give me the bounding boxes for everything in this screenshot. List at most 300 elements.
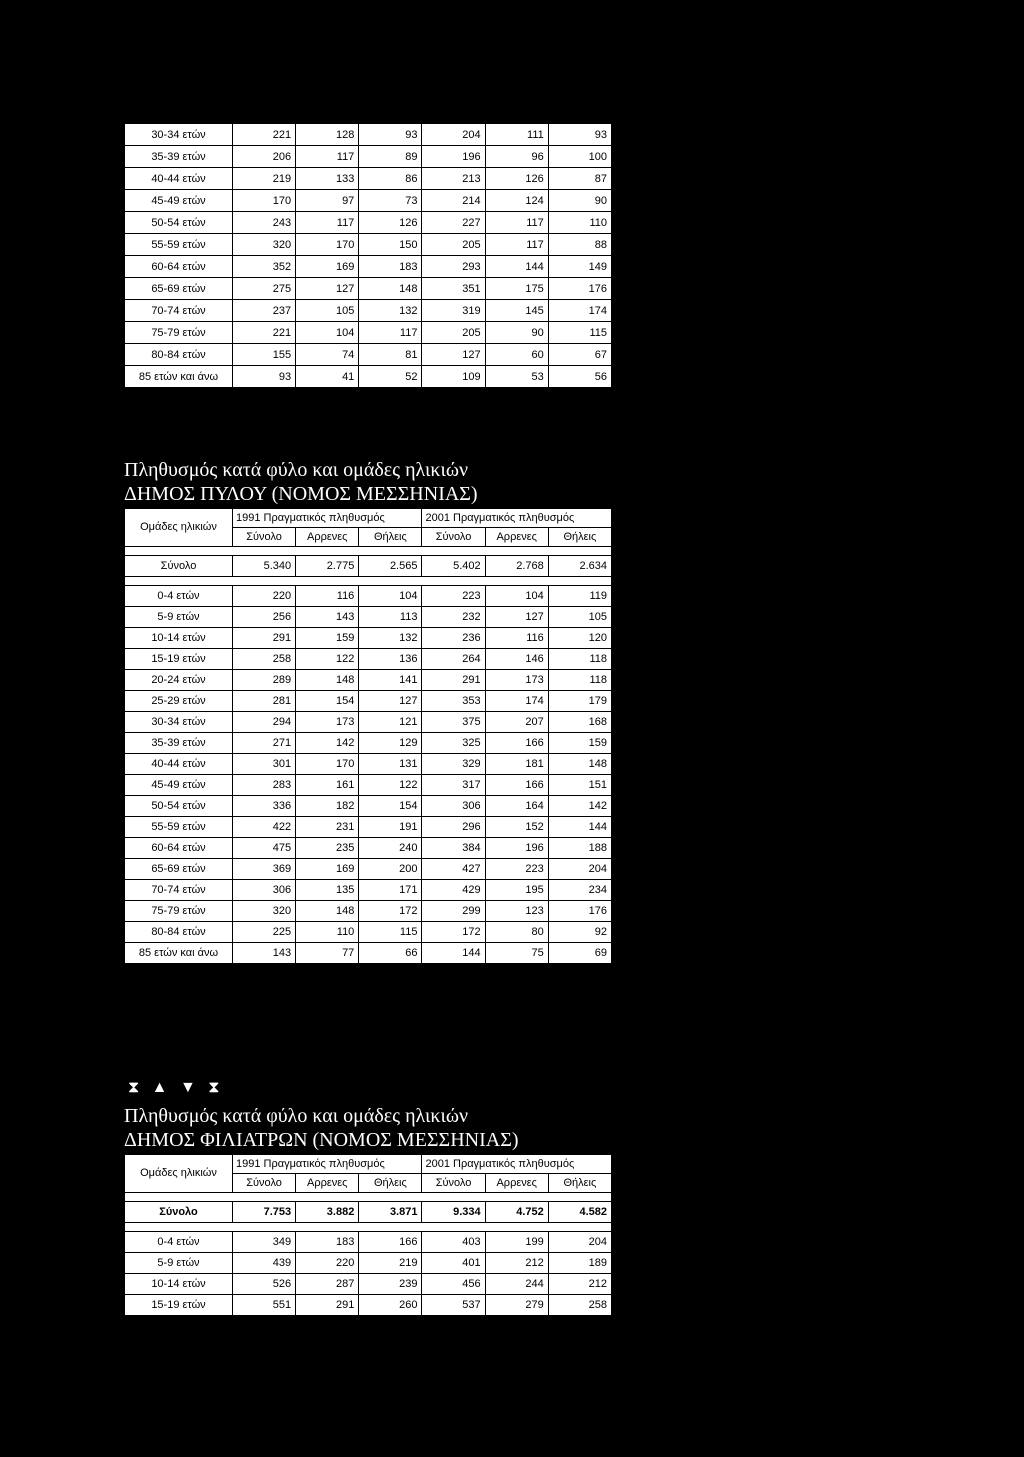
- sub-header: Σύνολο: [233, 528, 296, 547]
- age-group-cell: 50-54 ετών: [125, 796, 233, 817]
- female-2001-cell: 151: [548, 775, 611, 796]
- total-2001-cell: 5.402: [422, 556, 485, 577]
- female-2001-cell: 69: [548, 943, 611, 964]
- table-row: [125, 691, 612, 712]
- total-2001-cell: 236: [422, 628, 485, 649]
- total-2001-cell: 351: [422, 278, 485, 300]
- female-2001-cell: 67: [548, 344, 611, 366]
- title-line-1: Πληθυσμός κατά φύλο και ομάδες ηλικιών: [124, 1105, 469, 1127]
- table-row: [125, 733, 612, 754]
- male-2001-cell: 145: [485, 300, 548, 322]
- total-1991-cell: 294: [233, 712, 296, 733]
- female-1991-cell: 66: [359, 943, 422, 964]
- male-1991-cell: 169: [296, 256, 359, 278]
- age-group-cell: 85 ετών και άνω: [125, 366, 233, 388]
- age-group-cell: 40-44 ετών: [125, 754, 233, 775]
- female-2001-cell: 212: [548, 1274, 611, 1295]
- male-1991-cell: 161: [296, 775, 359, 796]
- male-1991-cell: 235: [296, 838, 359, 859]
- total-2001-cell: 213: [422, 168, 485, 190]
- male-2001-cell: 53: [485, 366, 548, 388]
- table-row: [125, 586, 612, 607]
- age-group-cell: 30-34 ετών: [125, 712, 233, 733]
- female-1991-cell: 129: [359, 733, 422, 754]
- spacer-row: [125, 547, 612, 556]
- table-row: [125, 1274, 612, 1295]
- male-1991-cell: 133: [296, 168, 359, 190]
- sub-header: Θήλεις: [548, 1174, 611, 1193]
- total-1991-cell: 221: [233, 124, 296, 146]
- age-group-header: Ομάδες ηλικιών: [125, 509, 233, 547]
- total-1991-cell: 256: [233, 607, 296, 628]
- male-2001-cell: 166: [485, 733, 548, 754]
- age-group-cell: 70-74 ετών: [125, 880, 233, 901]
- total-1991-cell: 155: [233, 344, 296, 366]
- table-row: [125, 212, 612, 234]
- total-1991-cell: 219: [233, 168, 296, 190]
- sub-header: Σύνολο: [422, 1174, 485, 1193]
- table-row: [125, 300, 612, 322]
- female-1991-cell: 52: [359, 366, 422, 388]
- female-2001-cell: 87: [548, 168, 611, 190]
- male-1991-cell: 2.775: [296, 556, 359, 577]
- total-1991-cell: 320: [233, 901, 296, 922]
- female-2001-cell: 204: [548, 859, 611, 880]
- table-continuation: [124, 123, 612, 388]
- male-2001-cell: 181: [485, 754, 548, 775]
- male-2001-cell: 127: [485, 607, 548, 628]
- table-row: [125, 670, 612, 691]
- female-2001-cell: 105: [548, 607, 611, 628]
- sub-header: Θήλεις: [359, 528, 422, 547]
- table-row: [125, 344, 612, 366]
- total-1991-cell: 258: [233, 649, 296, 670]
- age-group-cell: 75-79 ετών: [125, 901, 233, 922]
- male-1991-cell: 231: [296, 817, 359, 838]
- total-2001-cell: 205: [422, 234, 485, 256]
- male-2001-cell: 244: [485, 1274, 548, 1295]
- age-group-cell: 40-44 ετών: [125, 168, 233, 190]
- female-2001-cell: 234: [548, 880, 611, 901]
- male-2001-cell: 173: [485, 670, 548, 691]
- total-1991-cell: 320: [233, 234, 296, 256]
- table-filiatra: [124, 1154, 612, 1316]
- table-row: [125, 754, 612, 775]
- female-2001-cell: 144: [548, 817, 611, 838]
- table-row: [125, 838, 612, 859]
- age-group-cell: 0-4 ετών: [125, 586, 233, 607]
- total-1991-cell: 225: [233, 922, 296, 943]
- total-1991-cell: 301: [233, 754, 296, 775]
- female-2001-cell: 118: [548, 649, 611, 670]
- age-group-cell: 5-9 ετών: [125, 1253, 233, 1274]
- age-group-cell: 80-84 ετών: [125, 344, 233, 366]
- male-2001-cell: 279: [485, 1295, 548, 1316]
- female-1991-cell: 86: [359, 168, 422, 190]
- total-2001-cell: 306: [422, 796, 485, 817]
- age-group-cell: 45-49 ετών: [125, 190, 233, 212]
- female-1991-cell: 104: [359, 586, 422, 607]
- female-2001-cell: 4.582: [548, 1202, 611, 1223]
- male-1991-cell: 117: [296, 212, 359, 234]
- female-1991-cell: 150: [359, 234, 422, 256]
- female-2001-cell: 188: [548, 838, 611, 859]
- female-1991-cell: 200: [359, 859, 422, 880]
- total-1991-cell: 7.753: [233, 1202, 296, 1223]
- total-2001-cell: 223: [422, 586, 485, 607]
- table-row: [125, 628, 612, 649]
- table-row: [125, 943, 612, 964]
- female-1991-cell: 154: [359, 796, 422, 817]
- female-1991-cell: 115: [359, 922, 422, 943]
- male-1991-cell: 97: [296, 190, 359, 212]
- table-body: [125, 547, 612, 964]
- male-2001-cell: 146: [485, 649, 548, 670]
- female-2001-cell: 176: [548, 901, 611, 922]
- age-group-cell: 20-24 ετών: [125, 670, 233, 691]
- total-2001-cell: 205: [422, 322, 485, 344]
- total-2001-cell: 109: [422, 366, 485, 388]
- male-1991-cell: 169: [296, 859, 359, 880]
- total-1991-cell: 439: [233, 1253, 296, 1274]
- female-2001-cell: 176: [548, 278, 611, 300]
- male-1991-cell: 117: [296, 146, 359, 168]
- spacer-row: [125, 1193, 612, 1202]
- total-1991-cell: 143: [233, 943, 296, 964]
- total-1991-cell: 93: [233, 366, 296, 388]
- total-1991-cell: 275: [233, 278, 296, 300]
- female-1991-cell: 126: [359, 212, 422, 234]
- female-2001-cell: 159: [548, 733, 611, 754]
- male-1991-cell: 291: [296, 1295, 359, 1316]
- male-2001-cell: 80: [485, 922, 548, 943]
- sub-header: Θήλεις: [359, 1174, 422, 1193]
- male-1991-cell: 122: [296, 649, 359, 670]
- total-row: [125, 556, 612, 577]
- table-row: [125, 278, 612, 300]
- total-1991-cell: 551: [233, 1295, 296, 1316]
- female-1991-cell: 2.565: [359, 556, 422, 577]
- age-group-cell: Σύνολο: [125, 556, 233, 577]
- total-2001-cell: 325: [422, 733, 485, 754]
- male-2001-cell: 90: [485, 322, 548, 344]
- male-2001-cell: 60: [485, 344, 548, 366]
- female-2001-cell: 179: [548, 691, 611, 712]
- female-1991-cell: 81: [359, 344, 422, 366]
- total-2001-cell: 456: [422, 1274, 485, 1295]
- age-group-cell: 65-69 ετών: [125, 278, 233, 300]
- male-2001-cell: 174: [485, 691, 548, 712]
- male-1991-cell: 104: [296, 322, 359, 344]
- table-header: [125, 1155, 612, 1193]
- male-1991-cell: 41: [296, 366, 359, 388]
- total-2001-cell: 403: [422, 1232, 485, 1253]
- total-1991-cell: 422: [233, 817, 296, 838]
- total-1991-cell: 170: [233, 190, 296, 212]
- female-1991-cell: 183: [359, 256, 422, 278]
- table-body: [125, 1193, 612, 1316]
- total-1991-cell: 243: [233, 212, 296, 234]
- male-2001-cell: 207: [485, 712, 548, 733]
- female-1991-cell: 148: [359, 278, 422, 300]
- age-group-cell: 55-59 ετών: [125, 817, 233, 838]
- total-2001-cell: 232: [422, 607, 485, 628]
- male-1991-cell: 173: [296, 712, 359, 733]
- total-2001-cell: 384: [422, 838, 485, 859]
- table-row: [125, 817, 612, 838]
- total-2001-cell: 353: [422, 691, 485, 712]
- male-2001-cell: 2.768: [485, 556, 548, 577]
- total-row: [125, 1202, 612, 1223]
- section-title-filiatra: [124, 1104, 644, 1152]
- male-1991-cell: 287: [296, 1274, 359, 1295]
- male-1991-cell: 135: [296, 880, 359, 901]
- female-2001-cell: 2.634: [548, 556, 611, 577]
- male-2001-cell: 116: [485, 628, 548, 649]
- male-2001-cell: 164: [485, 796, 548, 817]
- total-2001-cell: 264: [422, 649, 485, 670]
- female-2001-cell: 119: [548, 586, 611, 607]
- total-1991-cell: 271: [233, 733, 296, 754]
- total-2001-cell: 227: [422, 212, 485, 234]
- age-group-cell: 35-39 ετών: [125, 733, 233, 754]
- table-row: [125, 901, 612, 922]
- female-1991-cell: 93: [359, 124, 422, 146]
- female-2001-cell: 142: [548, 796, 611, 817]
- male-1991-cell: 116: [296, 586, 359, 607]
- table-pylos: [124, 508, 612, 964]
- total-1991-cell: 220: [233, 586, 296, 607]
- total-2001-cell: 127: [422, 344, 485, 366]
- male-2001-cell: 104: [485, 586, 548, 607]
- male-1991-cell: 154: [296, 691, 359, 712]
- female-1991-cell: 219: [359, 1253, 422, 1274]
- total-1991-cell: 369: [233, 859, 296, 880]
- female-1991-cell: 260: [359, 1295, 422, 1316]
- group-header-1991: 1991 Πραγματικός πληθυσμός: [233, 509, 422, 528]
- male-2001-cell: 199: [485, 1232, 548, 1253]
- male-2001-cell: 124: [485, 190, 548, 212]
- male-2001-cell: 117: [485, 212, 548, 234]
- table-row: [125, 322, 612, 344]
- male-1991-cell: 3.882: [296, 1202, 359, 1223]
- table-row: [125, 1232, 612, 1253]
- table-row: [125, 190, 612, 212]
- male-2001-cell: 111: [485, 124, 548, 146]
- female-1991-cell: 171: [359, 880, 422, 901]
- female-2001-cell: 118: [548, 670, 611, 691]
- female-2001-cell: 90: [548, 190, 611, 212]
- table-row: [125, 712, 612, 733]
- age-group-cell: 55-59 ετών: [125, 234, 233, 256]
- female-2001-cell: 93: [548, 124, 611, 146]
- table-row: [125, 880, 612, 901]
- female-2001-cell: 115: [548, 322, 611, 344]
- title-line-2: ΔΗΜΟΣ ΦΙΛΙΑΤΡΩΝ (ΝΟΜΟΣ ΜΕΣΣΗΝΙΑΣ): [124, 1129, 519, 1151]
- table-row: [125, 775, 612, 796]
- total-2001-cell: 299: [422, 901, 485, 922]
- total-2001-cell: 9.334: [422, 1202, 485, 1223]
- table-header: [125, 509, 612, 547]
- male-1991-cell: 110: [296, 922, 359, 943]
- male-2001-cell: 196: [485, 838, 548, 859]
- age-group-cell: 70-74 ετών: [125, 300, 233, 322]
- male-2001-cell: 195: [485, 880, 548, 901]
- male-1991-cell: 148: [296, 901, 359, 922]
- sub-header: Θήλεις: [548, 528, 611, 547]
- age-group-cell: 60-64 ετών: [125, 256, 233, 278]
- age-group-cell: 65-69 ετών: [125, 859, 233, 880]
- table-row: [125, 124, 612, 146]
- male-1991-cell: 77: [296, 943, 359, 964]
- sub-header: Αρρενες: [296, 528, 359, 547]
- male-2001-cell: 117: [485, 234, 548, 256]
- total-2001-cell: 375: [422, 712, 485, 733]
- total-2001-cell: 427: [422, 859, 485, 880]
- female-1991-cell: 141: [359, 670, 422, 691]
- male-2001-cell: 144: [485, 256, 548, 278]
- male-1991-cell: 142: [296, 733, 359, 754]
- male-1991-cell: 182: [296, 796, 359, 817]
- female-1991-cell: 117: [359, 322, 422, 344]
- female-2001-cell: 92: [548, 922, 611, 943]
- male-1991-cell: 74: [296, 344, 359, 366]
- total-2001-cell: 429: [422, 880, 485, 901]
- male-1991-cell: 159: [296, 628, 359, 649]
- total-1991-cell: 352: [233, 256, 296, 278]
- sub-header: Αρρενες: [485, 528, 548, 547]
- total-1991-cell: 283: [233, 775, 296, 796]
- female-1991-cell: 191: [359, 817, 422, 838]
- age-group-cell: 0-4 ετών: [125, 1232, 233, 1253]
- total-1991-cell: 237: [233, 300, 296, 322]
- age-group-cell: 10-14 ετών: [125, 1274, 233, 1295]
- female-1991-cell: 73: [359, 190, 422, 212]
- table-row: [125, 1253, 612, 1274]
- table-row: [125, 1295, 612, 1316]
- total-2001-cell: 214: [422, 190, 485, 212]
- total-2001-cell: 204: [422, 124, 485, 146]
- male-1991-cell: 127: [296, 278, 359, 300]
- group-header-2001: 2001 Πραγματικός πληθυσμός: [422, 1155, 612, 1174]
- male-2001-cell: 126: [485, 168, 548, 190]
- male-2001-cell: 212: [485, 1253, 548, 1274]
- age-group-cell: 60-64 ετών: [125, 838, 233, 859]
- total-1991-cell: 349: [233, 1232, 296, 1253]
- female-1991-cell: 240: [359, 838, 422, 859]
- female-1991-cell: 132: [359, 628, 422, 649]
- age-group-cell: 45-49 ετών: [125, 775, 233, 796]
- female-1991-cell: 127: [359, 691, 422, 712]
- female-1991-cell: 131: [359, 754, 422, 775]
- male-1991-cell: 143: [296, 607, 359, 628]
- age-group-cell: 30-34 ετών: [125, 124, 233, 146]
- table-row: [125, 607, 612, 628]
- female-2001-cell: 88: [548, 234, 611, 256]
- sub-header: Αρρενες: [296, 1174, 359, 1193]
- spacer-row: [125, 577, 612, 586]
- title-line-1: Πληθυσμός κατά φύλο και ομάδες ηλικιών: [124, 459, 469, 481]
- table-row: [125, 366, 612, 388]
- female-2001-cell: 204: [548, 1232, 611, 1253]
- table-row: [125, 859, 612, 880]
- male-2001-cell: 152: [485, 817, 548, 838]
- table-row: [125, 168, 612, 190]
- female-2001-cell: 258: [548, 1295, 611, 1316]
- male-1991-cell: 183: [296, 1232, 359, 1253]
- group-header-2001: 2001 Πραγματικός πληθυσμός: [422, 509, 612, 528]
- female-1991-cell: 121: [359, 712, 422, 733]
- male-2001-cell: 123: [485, 901, 548, 922]
- male-2001-cell: 166: [485, 775, 548, 796]
- male-1991-cell: 128: [296, 124, 359, 146]
- male-1991-cell: 170: [296, 754, 359, 775]
- female-1991-cell: 113: [359, 607, 422, 628]
- age-group-cell: 15-19 ετών: [125, 649, 233, 670]
- total-1991-cell: 281: [233, 691, 296, 712]
- age-group-cell: 10-14 ετών: [125, 628, 233, 649]
- table-row: [125, 146, 612, 168]
- female-1991-cell: 132: [359, 300, 422, 322]
- total-1991-cell: 526: [233, 1274, 296, 1295]
- age-group-cell: 85 ετών και άνω: [125, 943, 233, 964]
- female-2001-cell: 174: [548, 300, 611, 322]
- total-1991-cell: 5.340: [233, 556, 296, 577]
- table-body: [125, 124, 612, 388]
- spacer-cell: [125, 1223, 612, 1232]
- total-1991-cell: 221: [233, 322, 296, 344]
- female-1991-cell: 136: [359, 649, 422, 670]
- age-group-cell: 75-79 ετών: [125, 322, 233, 344]
- total-2001-cell: 291: [422, 670, 485, 691]
- spacer-row: [125, 1223, 612, 1232]
- sub-header: Σύνολο: [233, 1174, 296, 1193]
- total-1991-cell: 306: [233, 880, 296, 901]
- age-group-cell: 35-39 ετών: [125, 146, 233, 168]
- total-2001-cell: 144: [422, 943, 485, 964]
- female-1991-cell: 3.871: [359, 1202, 422, 1223]
- male-2001-cell: 223: [485, 859, 548, 880]
- age-group-header: Ομάδες ηλικιών: [125, 1155, 233, 1193]
- male-1991-cell: 148: [296, 670, 359, 691]
- female-2001-cell: 149: [548, 256, 611, 278]
- total-2001-cell: 537: [422, 1295, 485, 1316]
- group-header-1991: 1991 Πραγματικός πληθυσμός: [233, 1155, 422, 1174]
- total-2001-cell: 329: [422, 754, 485, 775]
- female-2001-cell: 189: [548, 1253, 611, 1274]
- total-1991-cell: 336: [233, 796, 296, 817]
- total-2001-cell: 317: [422, 775, 485, 796]
- female-1991-cell: 122: [359, 775, 422, 796]
- age-group-cell: 80-84 ετών: [125, 922, 233, 943]
- male-2001-cell: 175: [485, 278, 548, 300]
- ornament-icons: ⧗ ▲ ▼ ⧗: [128, 1079, 224, 1096]
- male-1991-cell: 170: [296, 234, 359, 256]
- total-2001-cell: 172: [422, 922, 485, 943]
- table-row: [125, 256, 612, 278]
- female-2001-cell: 120: [548, 628, 611, 649]
- total-1991-cell: 289: [233, 670, 296, 691]
- female-2001-cell: 148: [548, 754, 611, 775]
- age-group-cell: 15-19 ετών: [125, 1295, 233, 1316]
- age-group-cell: 50-54 ετών: [125, 212, 233, 234]
- spacer-cell: [125, 1193, 612, 1202]
- section-title-pylos: [124, 458, 644, 506]
- total-1991-cell: 291: [233, 628, 296, 649]
- female-1991-cell: 89: [359, 146, 422, 168]
- total-1991-cell: 475: [233, 838, 296, 859]
- table-row: [125, 796, 612, 817]
